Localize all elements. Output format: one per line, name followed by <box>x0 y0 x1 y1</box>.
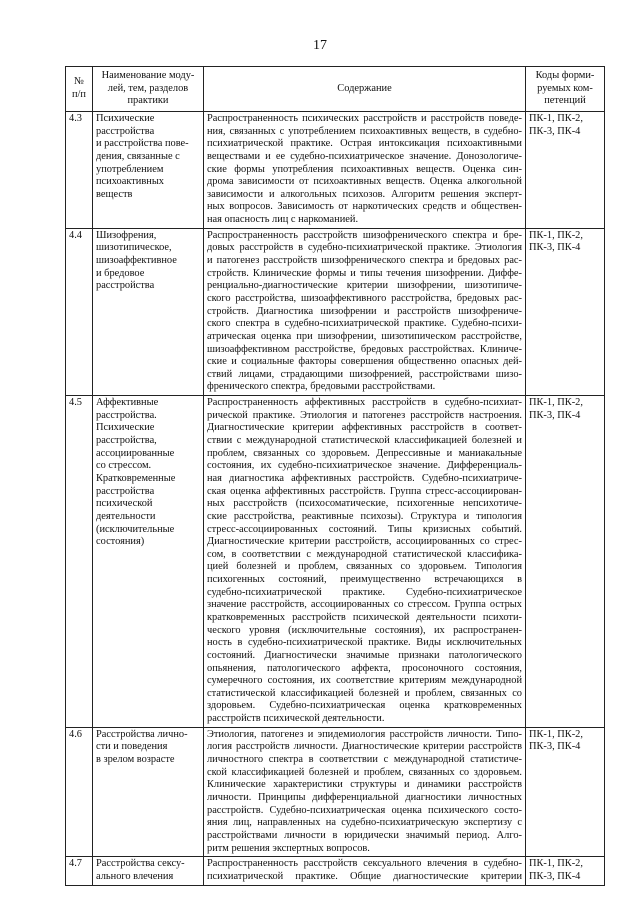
header-num-line: п/п <box>71 88 86 100</box>
competency-code-line: ПК-3, ПК-4 <box>529 409 581 421</box>
content-line: психогенных состояний, преимущественно встречающихся в <box>207 574 522 586</box>
content-line: зависимости и алкогольных психозов. Алгоритм решения эксперт- <box>207 188 522 200</box>
content-line: ных расстройств (психосоматические, психогенные непсихотиче- <box>207 498 522 510</box>
header-num-line: № <box>74 76 84 88</box>
content-line: личности. Принципы дифференциальной диагностики личностных <box>207 791 522 803</box>
content-line: френического спектра, бредовыми расстройствами. <box>207 381 436 393</box>
row-number: 4.7 <box>66 857 93 885</box>
table-row <box>66 228 605 395</box>
content-line: Диагностические критерии расстройств, ассоциированных со стрес- <box>207 536 522 548</box>
content-line: ная опасность лиц с наркоманией. <box>207 214 359 226</box>
competency-code-line: ПК-1, ПК-2, <box>529 728 583 740</box>
content-line: логия расстройств личности. Диагностические критерии расстройств <box>207 741 522 753</box>
header-codes-line: руемых ком- <box>537 82 593 94</box>
topic-name-line: расстройства <box>96 280 155 292</box>
competency-code-line: ПК-3, ПК-4 <box>529 741 581 753</box>
content-line: дрома зависимости от психоактивных веществ. Оценка алкогольной <box>207 176 522 188</box>
content-line: стресс-ассоциированных состояний. Типы кризисных событий. <box>207 523 522 535</box>
content-line: сом, в соответствии с международной статистической классифика- <box>207 548 522 560</box>
content-line: ская оценка аффективных расстройств. Группа стресс-ассоциирован- <box>207 485 522 497</box>
header-codes-line: петенций <box>544 95 586 107</box>
content-line: значение расстройств, ассоциированных со стрессом. Группа острых <box>207 599 522 611</box>
topic-name-line: веществ <box>96 188 133 200</box>
content-line: ритм решения экспертных вопросов. <box>207 842 370 854</box>
table-row <box>66 727 605 856</box>
topic-name-line: и расстройства пове- <box>96 138 189 150</box>
topic-name-line: Шизофрения, <box>96 229 157 241</box>
content-line: ские формы употребления психоактивных веществ. Оценка син- <box>207 163 522 175</box>
header-name-line: лей, тем, разделов <box>107 82 189 94</box>
topic-name-line: расстройства <box>96 125 155 137</box>
table-body <box>66 111 605 885</box>
row-competency-codes <box>526 727 605 856</box>
topic-name-line: ассоциированные <box>96 447 175 459</box>
topic-name-line: расстройства <box>96 485 155 497</box>
competency-code-line: ПК-3, ПК-4 <box>529 242 581 254</box>
content-line: Диагностические критерии аффективных расстройств в соответ- <box>207 422 522 434</box>
content-line: атрическая оценка при шизофрении, шизотипическом расстройстве, <box>207 330 522 342</box>
topic-name-line: деятельности <box>96 511 156 522</box>
content-line: статистической классификацией болезней и проблем, связанных со <box>207 687 522 699</box>
topic-name-line: расстройства, <box>96 435 157 447</box>
content-line: стройств. Диагностика шизофрении и расстройств шизофрениче- <box>207 305 522 317</box>
page-number: 17 <box>313 38 327 53</box>
row-competency-codes <box>526 396 605 728</box>
content-line: кратковременных расстройств психической деятельности психоти- <box>207 611 522 623</box>
topic-name-line: Психические <box>96 112 155 124</box>
row-number: 4.4 <box>66 228 93 395</box>
content-line: проблем, связанных со здоровьем. Депрессивные и маниакальные <box>207 447 522 459</box>
header-num <box>66 67 93 112</box>
content-line: ские и социальные факторы совершения общественно опасных дей- <box>207 356 522 368</box>
content-line: ренциально-диагностические критерии шизофрении, шизотипиче- <box>207 280 522 292</box>
content-line: здоровьем. Судебно-психиатрическая оценка кратковременных <box>207 700 522 712</box>
competency-code-line: ПК-1, ПК-2, <box>529 229 583 241</box>
content-line: Этиология, патогенез и эпидемиология расстройств личности. Типо- <box>207 728 522 740</box>
topic-name-line: сти и поведения <box>96 741 168 753</box>
header-name <box>93 67 204 112</box>
content-line: ствий лицами, страдающими шизофренией, расстройствами шизо- <box>207 368 522 380</box>
row-competency-codes <box>526 228 605 395</box>
topic-name-line: психоактивных <box>96 176 164 188</box>
content-line: Распространенность аффективных расстройств в судебно-психиат- <box>207 397 522 409</box>
content-line: ных вопросов. Зависимость от наркотических средств и обществен- <box>207 201 522 213</box>
content-line: расстройств. Судебно-психиатрическая оценка психического состо- <box>207 804 522 816</box>
content-line: рической практике. Этиология и патогенез расстройств настроения. <box>207 409 522 421</box>
content-line: психиатрической практике. Острая интоксикация психоактивными <box>207 138 522 150</box>
content-line: цией болезней и проблем, связанных со здоровьем. Типология <box>207 561 522 573</box>
content-line: ствии с международной статистической классификацией болезней и <box>207 435 522 447</box>
topic-name-line: дения, связанные с <box>96 150 180 162</box>
content-line: шизоаффективном расстройстве, бредовых расстройствах. Клиниче- <box>207 343 522 355</box>
competency-code-line: ПК-3, ПК-4 <box>529 870 581 882</box>
topic-name-line: Аффективные <box>96 397 159 409</box>
content-line: довых расстройств в судебно-психиатрической практике. Этиология <box>207 242 522 254</box>
topic-name-line: состояния) <box>96 536 145 548</box>
content-line: личностного спектра в соответствии с международной статистиче- <box>207 754 522 766</box>
row-topic-name <box>93 111 204 228</box>
row-number: 4.6 <box>66 727 93 856</box>
content-line: Распространенность психических расстройств и расстройств поведе- <box>207 112 522 124</box>
table-row <box>66 396 605 728</box>
content-line: расстройствами личности в юридически значимый период. Алго- <box>207 829 522 841</box>
row-number: 4.5 <box>66 396 93 728</box>
topic-name-line: ального влечения <box>96 870 174 882</box>
content-line: расстройств психической деятельности. <box>207 713 385 725</box>
row-number: 4.3 <box>66 111 93 228</box>
topic-name-line: Психические <box>96 422 155 434</box>
content-line: ная диагностика аффективных расстройств. Судебно-психиатриче- <box>207 472 522 484</box>
topic-name-line: Кратковременные <box>96 473 176 485</box>
row-content <box>204 396 526 728</box>
topic-name-line: Расстройства лично- <box>96 728 188 740</box>
content-line: стройств. Клинические формы и типы течения шизофрении. Диффе- <box>207 267 522 279</box>
content-line: ские расстройства, реактивные психозы). Структура и типология <box>207 510 522 522</box>
content-line: ского спектра в судебно-психиатрической практике. Судебно-психи- <box>207 318 522 330</box>
content-line: судебно-психиатрической практике. Судебно-психиатрическое <box>207 586 522 598</box>
curriculum-table <box>65 66 605 886</box>
row-content <box>204 727 526 856</box>
topic-name-line: употреблением <box>96 163 164 175</box>
content-line: ской классификацией болезней и проблем, связанных со здоровьем. <box>207 766 522 778</box>
content-line: ского расстройства, шизоаффективного расстройства, бредовых рас- <box>207 292 522 304</box>
topic-name-line: и бредовое <box>96 267 145 279</box>
topic-name-line: (исключительные <box>96 523 175 535</box>
content-line: веществами и ее судебно-психиатрическое значение. Донозологиче- <box>207 150 522 162</box>
content-line: Клинические характеристики структуры и динамики расстройств <box>207 779 522 791</box>
header-codes <box>526 67 605 112</box>
row-competency-codes <box>526 857 605 885</box>
table-row <box>66 111 605 228</box>
header-codes-line: Коды форми- <box>535 70 595 81</box>
competency-code-line: ПК-1, ПК-2, <box>529 112 583 124</box>
topic-name-line: шизотипическое, <box>96 242 172 254</box>
topic-name-line: в зрелом возрасте <box>96 754 175 766</box>
table-header-row <box>66 67 605 112</box>
competency-code-line: ПК-1, ПК-2, <box>529 858 583 870</box>
content-line: Распространенность расстройств шизофренического спектра и бре- <box>207 229 522 241</box>
row-competency-codes <box>526 111 605 228</box>
content-line: психиатрической практике. Общие диагностические критерии <box>207 870 522 882</box>
row-topic-name <box>93 727 204 856</box>
table-row <box>66 857 605 885</box>
content-line: состояния, их судебно-психиатрическое значение. Дифференциаль- <box>207 460 522 472</box>
content-line: ность в судебно-психиатрической практике. Виды исключительных <box>207 637 522 649</box>
topic-name-line: шизоаффективное <box>96 255 177 267</box>
row-content <box>204 857 526 885</box>
content-line: Распространенность расстройств сексуального влечения в судебно- <box>207 858 522 870</box>
content-line: яния лиц, направленных на судебно-психиатрическую экспертизу с <box>207 817 522 829</box>
content-line: состояний. Диагностически значимые признаки патологического <box>207 649 522 661</box>
content-line: сумеречного состояния, их соответствие критериям международной <box>207 675 522 687</box>
row-topic-name <box>93 396 204 728</box>
competency-code-line: ПК-1, ПК-2, <box>529 397 583 409</box>
content-line: и патогенез расстройств шизофренического спектра и бредовых рас- <box>207 255 522 267</box>
row-content <box>204 111 526 228</box>
topic-name-line: психической <box>96 498 153 510</box>
header-name-line: Наименование моду- <box>101 70 195 81</box>
header-name-line: практики <box>127 95 169 107</box>
header-content: Содержание <box>204 67 526 112</box>
content-line: опьянения, патологического аффекта, просоночного состояния, <box>207 662 522 674</box>
content-line: ния, связанных с употреблением психоактивных веществ, в судебно- <box>207 125 522 137</box>
row-topic-name <box>93 857 204 885</box>
topic-name-line: Расстройства сексу- <box>96 858 185 870</box>
row-topic-name <box>93 228 204 395</box>
topic-name-line: со стрессом. <box>96 460 152 472</box>
competency-code-line: ПК-3, ПК-4 <box>529 125 581 137</box>
row-content <box>204 228 526 395</box>
topic-name-line: расстройства. <box>96 409 157 421</box>
content-line: ческого уровня (исключительные состояния), их распространен- <box>207 624 522 636</box>
